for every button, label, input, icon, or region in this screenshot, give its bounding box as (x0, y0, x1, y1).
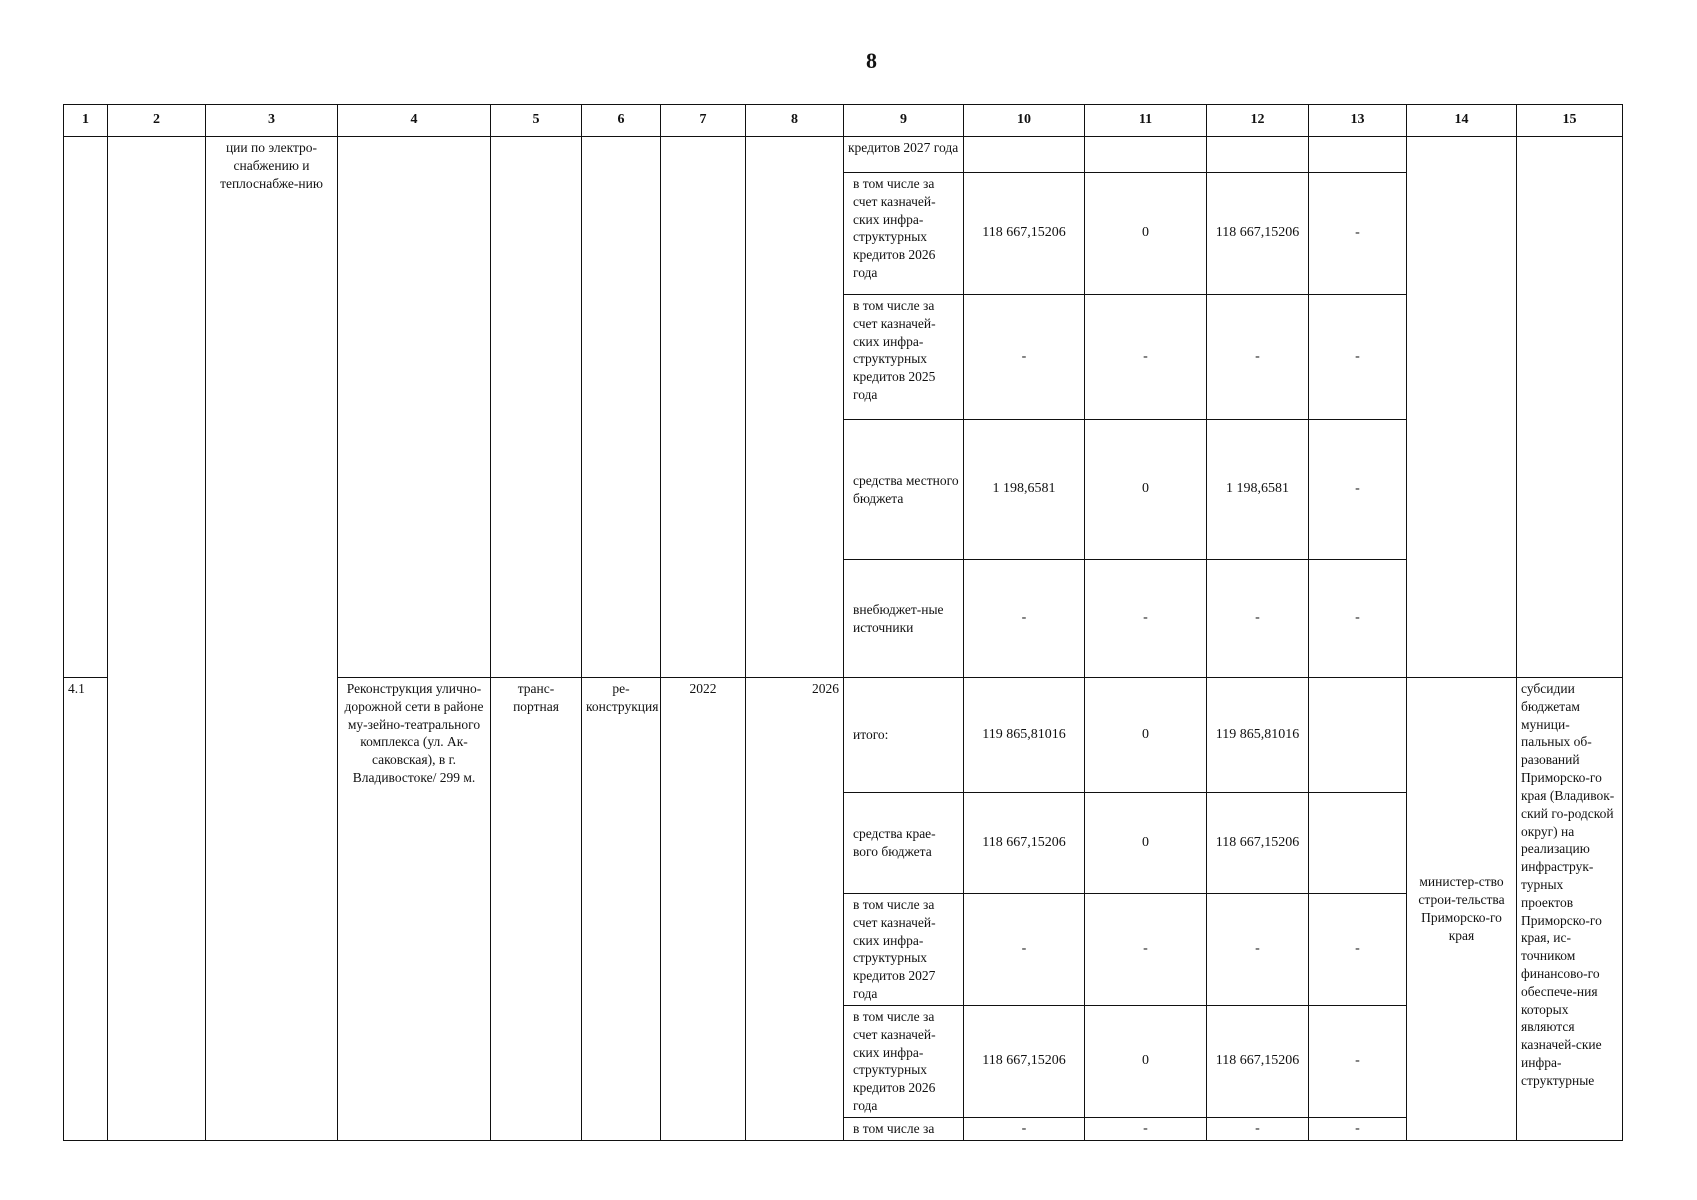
object-type: транс-портная (491, 678, 582, 1141)
funding-source: в том числе за счет казначей-ских инфра-структурных кредитов 2027 года (844, 894, 964, 1006)
header-cell: 8 (746, 105, 844, 137)
amount-col11: - (1085, 560, 1207, 678)
end-year: 2026 (746, 678, 844, 1141)
funding-source: в том числе за счет казначей-ских инфра-структурных кредитов 2026 года (844, 1005, 964, 1117)
header-cell: 15 (1517, 105, 1623, 137)
amount-col13 (1309, 137, 1407, 173)
header-cell: 14 (1407, 105, 1517, 137)
amount-col12: - (1207, 295, 1309, 420)
header-cell: 3 (206, 105, 338, 137)
header-cell: 13 (1309, 105, 1407, 137)
amount-total: 118 667,15206 (964, 1005, 1085, 1117)
amount-col13: - (1309, 1117, 1407, 1140)
amount-total: 118 667,15206 (964, 173, 1085, 295)
amount-col11: - (1085, 295, 1207, 420)
amount-col11: 0 (1085, 793, 1207, 894)
subsidy-purpose: субсидии бюджетам муници-пальных об-разований Приморско-го края (Владивок-ский го-родской округ) на реализацию инфраструк-турных проектов Приморско-го края, ис-точником финансово-го обеспече-ния которых являются казначей-ские инфра-структурные (1517, 678, 1623, 1141)
amount-col13: - (1309, 173, 1407, 295)
header-cell: 11 (1085, 105, 1207, 137)
amount-total (964, 137, 1085, 173)
amount-col12: - (1207, 560, 1309, 678)
amount-col11: 0 (1085, 678, 1207, 793)
amount-col12: 118 667,15206 (1207, 173, 1309, 295)
work-type: ре-конструкция (582, 678, 661, 1141)
funding-source: средства крае-вого бюджета (844, 793, 964, 894)
responsible-executor: министер-ство строи-тельства Приморско-го края (1407, 678, 1517, 1141)
funding-source: средства местного бюджета (844, 420, 964, 560)
amount-col11 (1085, 137, 1207, 173)
funding-source: итого: (844, 678, 964, 793)
amount-total: 1 198,6581 (964, 420, 1085, 560)
funding-source: кредитов 2027 года (844, 137, 964, 173)
amount-col12: 119 865,81016 (1207, 678, 1309, 793)
header-cell: 6 (582, 105, 661, 137)
funding-source: в том числе за (844, 1117, 964, 1140)
amount-col12: 118 667,15206 (1207, 1005, 1309, 1117)
amount-col11: - (1085, 894, 1207, 1006)
amount-col12: - (1207, 894, 1309, 1006)
header-cell: 10 (964, 105, 1085, 137)
header-cell: 7 (661, 105, 746, 137)
header-cell: 4 (338, 105, 491, 137)
amount-col13: - (1309, 1005, 1407, 1117)
amount-col13: - (1309, 560, 1407, 678)
amount-col12: 1 198,6581 (1207, 420, 1309, 560)
amount-col13: - (1309, 894, 1407, 1006)
header-cell: 5 (491, 105, 582, 137)
project-name: Реконструкция улично-дорожной сети в районе му-зейно-театрального комплекса (ул. Ак-саковская), в г. Владивостоке/ 299 м. (338, 678, 491, 1141)
column-number-row (64, 105, 1623, 137)
amount-col11: 0 (1085, 173, 1207, 295)
continued-object-name: ции по электро-снабжению и теплоснабже-нию (206, 137, 338, 1141)
amount-col11: 0 (1085, 420, 1207, 560)
header-cell: 9 (844, 105, 964, 137)
header-cell: 1 (64, 105, 108, 137)
funding-source: в том числе за счет казначей-ских инфра-структурных кредитов 2025 года (844, 295, 964, 420)
amount-total: 119 865,81016 (964, 678, 1085, 793)
funding-source: внебюджет-ные источники (844, 560, 964, 678)
amount-col12: - (1207, 1117, 1309, 1140)
start-year: 2022 (661, 678, 746, 1141)
amount-total: - (964, 894, 1085, 1006)
amount-col12: 118 667,15206 (1207, 793, 1309, 894)
amount-total: - (964, 295, 1085, 420)
header-cell: 12 (1207, 105, 1309, 137)
amount-col13: - (1309, 420, 1407, 560)
amount-col12 (1207, 137, 1309, 173)
page-number: 8 (866, 48, 877, 73)
table-row (64, 137, 1623, 173)
funding-source: в том числе за счет казначей-ских инфра-структурных кредитов 2026 года (844, 173, 964, 295)
project-number: 4.1 (64, 678, 108, 1141)
amount-col13 (1309, 793, 1407, 894)
header-cell: 2 (108, 105, 206, 137)
amount-col11: 0 (1085, 1005, 1207, 1117)
amount-col11: - (1085, 1117, 1207, 1140)
financing-table (63, 104, 1623, 1141)
amount-total: 118 667,15206 (964, 793, 1085, 894)
amount-total: - (964, 560, 1085, 678)
amount-total: - (964, 1117, 1085, 1140)
amount-col13: - (1309, 295, 1407, 420)
amount-col13 (1309, 678, 1407, 793)
